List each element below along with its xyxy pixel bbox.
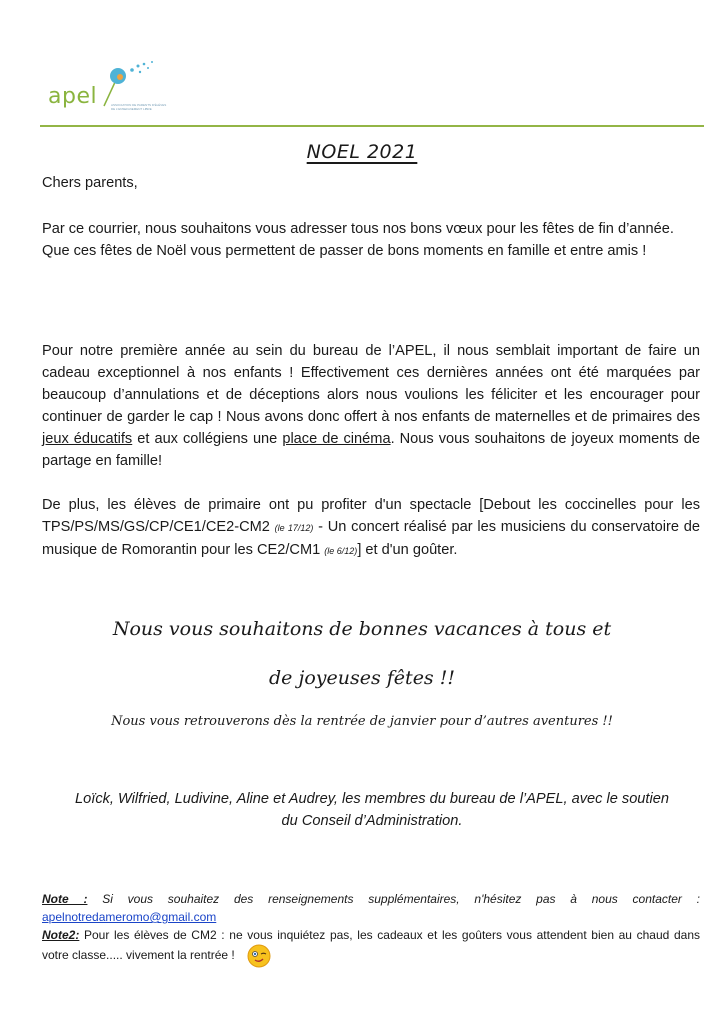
contact-email-link[interactable]: apelnotredameromo@gmail.com	[42, 910, 217, 924]
paragraph3-part1: De plus, les élèves de primaire ont pu profiter d'un spectacle [Debout les coccinelles pour les TPS/PS/MS/GS/CP/CE1/CE2-CM2	[42, 497, 700, 535]
paragraph-wishes	[42, 218, 700, 262]
paragraph1-line1: Par ce courrier, nous souhaitons vous adresser tous nos bons vœux pour les fêtes de fin d’année.	[42, 221, 674, 237]
page-title-wrapper	[0, 141, 724, 163]
note2	[42, 926, 700, 968]
greeting	[42, 172, 700, 194]
logo-wordmark: apel	[48, 84, 98, 109]
paragraph1-line2: Que ces fêtes de Noël vous permettent de passer de bons moments en famille et entre amis !	[42, 243, 647, 259]
note2-label: Note2:	[42, 928, 80, 942]
date-17-12: (le 17/12)	[274, 523, 314, 533]
greeting-text: Chers parents,	[42, 175, 138, 191]
paragraph-gifts	[42, 340, 700, 472]
paragraph3-part3: ] et d'un goûter.	[357, 542, 458, 558]
apel-logo	[44, 58, 194, 120]
note1-label: Note :	[42, 892, 88, 906]
notes-section	[42, 890, 700, 968]
wishes-line2: de joyeuses fêtes !!	[269, 667, 455, 689]
paragraph3-part2: - Un concert réalisé par les musiciens du conservatoire de musique de Romorantin pour les CE2/CM1	[42, 519, 701, 558]
note1	[42, 890, 700, 908]
gift-place-cinema: place de cinéma	[282, 431, 391, 447]
signature-line1: Loïck, Wilfried, Ludivine, Aline et Audrey, les membres du bureau de l’APEL, avec le soutien	[75, 791, 669, 807]
header-divider	[40, 125, 704, 127]
date-6-12: (le 6/12)	[324, 546, 358, 556]
paragraph2-part1: Pour notre première année au sein du bureau de l’APEL, il nous semblait important de faire un cadeau exceptionnel à nos enfants ! Effectivement ces dernières années ont été marquées par beaucoup d’annulations et de déceptions alors nous voulions les féliciter et les encourager pour continuer de garder le cap ! Nous avons donc offert à nos enfants de maternelles et de primaires des	[42, 343, 700, 425]
wishes-line1: Nous vous souhaitons de bonnes vacances à tous et	[112, 618, 612, 640]
signature-line2: du Conseil d’Administration.	[281, 813, 463, 829]
paragraph3-text	[42, 494, 700, 562]
page-title: NOEL 2021	[306, 141, 418, 163]
gift-jeux-educatifs: jeux éducatifs	[42, 431, 133, 447]
logo-tagline: ASSOCIATION DE PARENTS D'ÉLÈVES DE L'ENSEIGNEMENT LIBRE	[111, 103, 167, 111]
paragraph2-text	[42, 340, 700, 472]
note1-text: Si vous souhaitez des renseignements supplémentaires, n'hésitez pas à nous contacter :	[87, 892, 701, 906]
wishes-line3: Nous vous retrouverons dès la rentrée de janvier pour d’autres aventures !!	[111, 714, 613, 729]
signature	[40, 788, 704, 832]
paragraph-spectacle	[42, 494, 700, 562]
paragraph2-part2: et aux collégiens une	[132, 431, 283, 447]
note2-text: Pour les élèves de CM2 : ne vous inquiétez pas, les cadeaux et les goûters vous attendent bien au chaud dans votre classe..... vivement la rentrée !	[42, 928, 700, 963]
paragraph2-part3: . Nous vous souhaitons de joyeux moments de partage en famille!	[42, 431, 700, 469]
winking-face-icon	[247, 944, 271, 968]
